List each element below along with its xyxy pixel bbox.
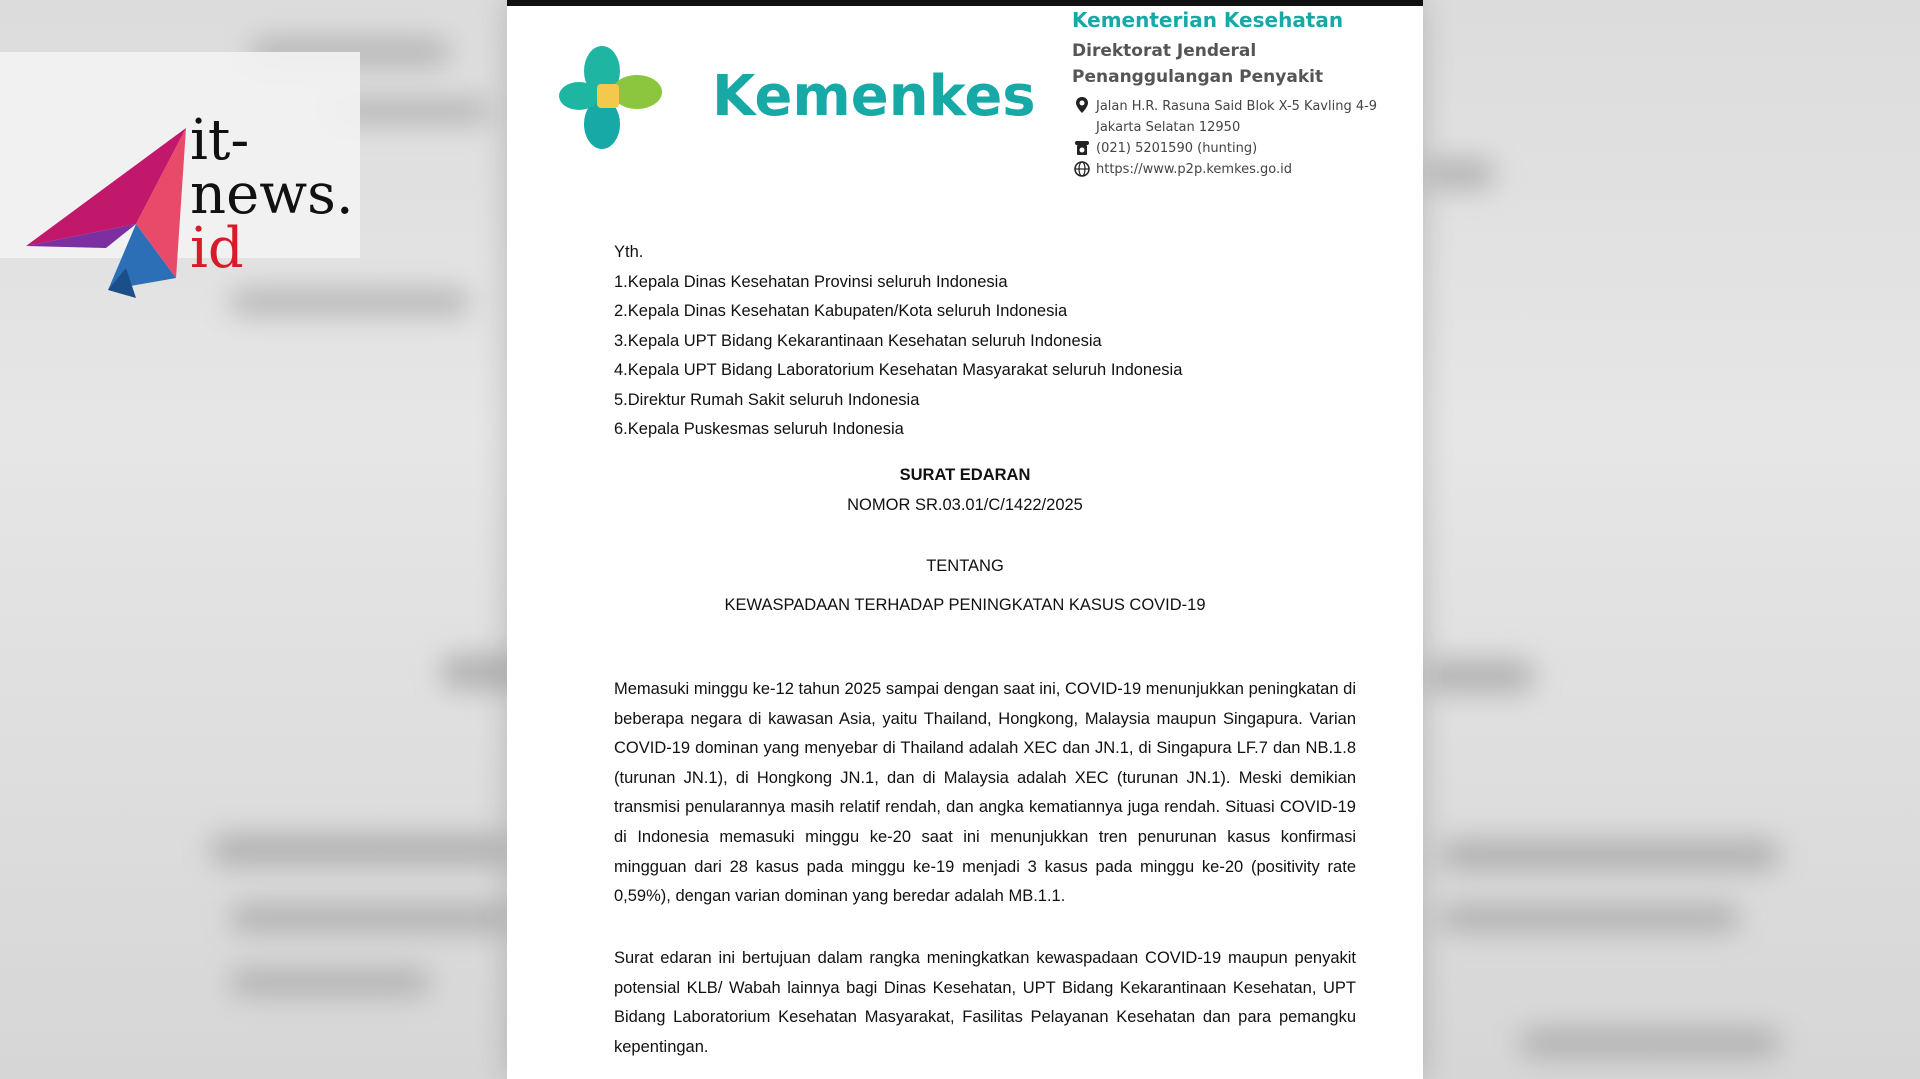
- phone-row: [1074, 138, 1414, 159]
- site-watermark: [0, 52, 360, 281]
- location-pin-icon: [1074, 96, 1096, 116]
- watermark-line: it-: [190, 108, 250, 173]
- blur-shape: [1425, 660, 1535, 692]
- blur-shape: [230, 905, 510, 931]
- phone-number: (021) 5201590 (hunting): [1096, 141, 1258, 156]
- address-row: [1074, 96, 1414, 138]
- salutation: Yth.: [614, 243, 644, 261]
- address-line: Jalan H.R. Rasuna Said Blok X-5 Kavling 4-9: [1096, 99, 1378, 114]
- blur-shape: [230, 970, 430, 994]
- address-line: Jakarta Selatan 12950: [1096, 120, 1241, 135]
- watermark-line: news.: [190, 162, 354, 227]
- body-paragraph: Surat edaran ini bertujuan dalam rangka meningkatkan kewaspadaan COVID-19 maupun penyakit potensial KLB/ Wabah lainnya bagi Dinas Kesehatan, UPT Bidang Kekarantinaan Kesehatan, UPT Bidang Laboratorium Kesehatan Masyarakat, Fasilitas Pelayanan Kesehatan dan para pemangku kepentingan.: [614, 949, 1356, 1056]
- letter-number: NOMOR SR.03.01/C/1422/2025: [847, 496, 1083, 514]
- recipient-item: 2.Kepala Dinas Kesehatan Kabupaten/Kota seluruh Indonesia: [614, 302, 1068, 320]
- watermark-text: [190, 108, 354, 281]
- recipient-item: 3.Kepala UPT Bidang Kekarantinaan Kesehatan seluruh Indonesia: [614, 331, 1102, 350]
- recipient-item: 5.Direktur Rumah Sakit seluruh Indonesia: [614, 390, 920, 409]
- document-page: [507, 0, 1423, 1079]
- about-label: TENTANG: [926, 557, 1004, 575]
- website-url: https://www.p2p.kemkes.go.id: [1096, 162, 1293, 177]
- website-row: [1074, 159, 1414, 180]
- blur-shape: [1440, 840, 1780, 870]
- body-paragraph: Memasuki minggu ke-12 tahun 2025 sampai dengan saat ini, COVID-19 menunjukkan peningkatan di beberapa negara di kawasan Asia, yaitu Thailand, Hongkong, Malaysia maupun Singapura. Varian COVID-19 dominan yang menyebar di Thailand adalah XEC dan JN.1, di Singapura LF.7 dan NB.1.8 (turunan JN.1), di Hongkong JN.1, dan di Malaysia adalah XEC (turunan JN.1). Meski demikian transmisi penularannya masih relatif rendah, dan angka kematiannya juga rendah. Situasi COVID-19 di Indonesia memasuki minggu ke-20 saat ini menunjukkan tren penurunan kasus konfirmasi mingguan dari 28 kasus pada minggu ke-19 menjadi 3 kasus pada minggu ke-20 (positivity rate 0,59%), dengan varian dominan yang beredar adalah MB.1.1.: [614, 680, 1356, 906]
- recipient-item: 1.Kepala Dinas Kesehatan Provinsi seluruh Indonesia: [614, 272, 1008, 291]
- organization-name: Kementerian Kesehatan: [1072, 8, 1344, 32]
- contact-info: [1074, 96, 1414, 180]
- addressee-block: [614, 238, 1182, 445]
- organization-header: [1072, 8, 1412, 90]
- blur-shape: [1440, 905, 1740, 931]
- kemenkes-emblem-icon: [557, 44, 687, 154]
- page-top-border: [507, 0, 1423, 6]
- kemenkes-logo: [557, 44, 1036, 154]
- watermark-line: id: [190, 216, 244, 281]
- directorate-line: Direktorat Jenderal: [1072, 41, 1257, 61]
- directorate-line: Penanggulangan Penyakit: [1072, 67, 1324, 87]
- logo-wordmark: Kemenkes: [712, 64, 1036, 129]
- paper-plane-logo-icon: [26, 128, 196, 298]
- telephone-icon: [1074, 138, 1096, 158]
- letter-subject: KEWASPADAAN TERHADAP PENINGKATAN KASUS COVID-19: [724, 596, 1206, 614]
- blur-shape: [230, 290, 470, 314]
- letter-title: SURAT EDARAN: [899, 466, 1031, 484]
- recipient-item: 6.Kepala Puskesmas seluruh Indonesia: [614, 420, 904, 438]
- globe-icon: [1074, 159, 1096, 179]
- blur-shape: [1520, 1030, 1780, 1056]
- blur-shape: [210, 835, 510, 865]
- recipient-item: 4.Kepala UPT Bidang Laboratorium Kesehatan Masyarakat seluruh Indonesia: [614, 361, 1183, 379]
- blur-shape: [1425, 160, 1495, 188]
